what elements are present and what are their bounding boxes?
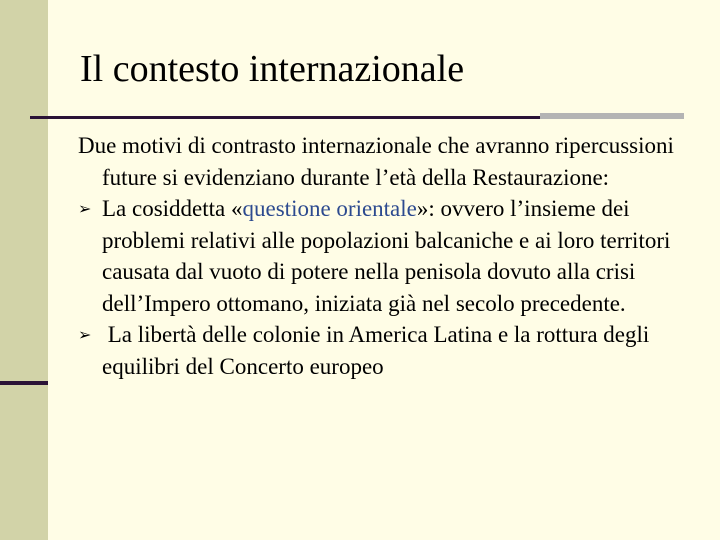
left-decorative-band bbox=[0, 0, 48, 540]
arrow-bullet-icon: ➢ bbox=[78, 325, 92, 344]
title-divider-tail bbox=[540, 113, 684, 119]
slide-title: Il contesto internazionale bbox=[80, 48, 465, 90]
bullet-text-after: »: ovvero l’insieme dei problemi relativi alle popolazioni balcaniche e ai loro territori causata dal vuoto di potere nella penisola dovuto alla crisi dell’Impero ottomano, iniziata già nel secolo precedente. bbox=[102, 196, 671, 316]
arrow-bullet-icon: ➢ bbox=[78, 199, 92, 218]
left-accent-bar bbox=[0, 381, 48, 385]
highlight-term: questione orientale bbox=[242, 196, 417, 221]
slide-body bbox=[78, 130, 688, 382]
bullet-text: La libertà delle colonie in America Latina e la rottura degli equilibri del Concerto europeo bbox=[102, 322, 656, 379]
title-divider bbox=[30, 116, 540, 119]
bullet-item-eastern-question bbox=[78, 193, 688, 319]
intro-paragraph: Due motivi di contrasto internazionale che avranno ripercussioni future si evidenziano durante l’età della Restaurazione: bbox=[78, 133, 674, 190]
bullet-item-latin-america bbox=[78, 319, 688, 382]
bullet-text-before: La cosiddetta « bbox=[102, 196, 243, 221]
